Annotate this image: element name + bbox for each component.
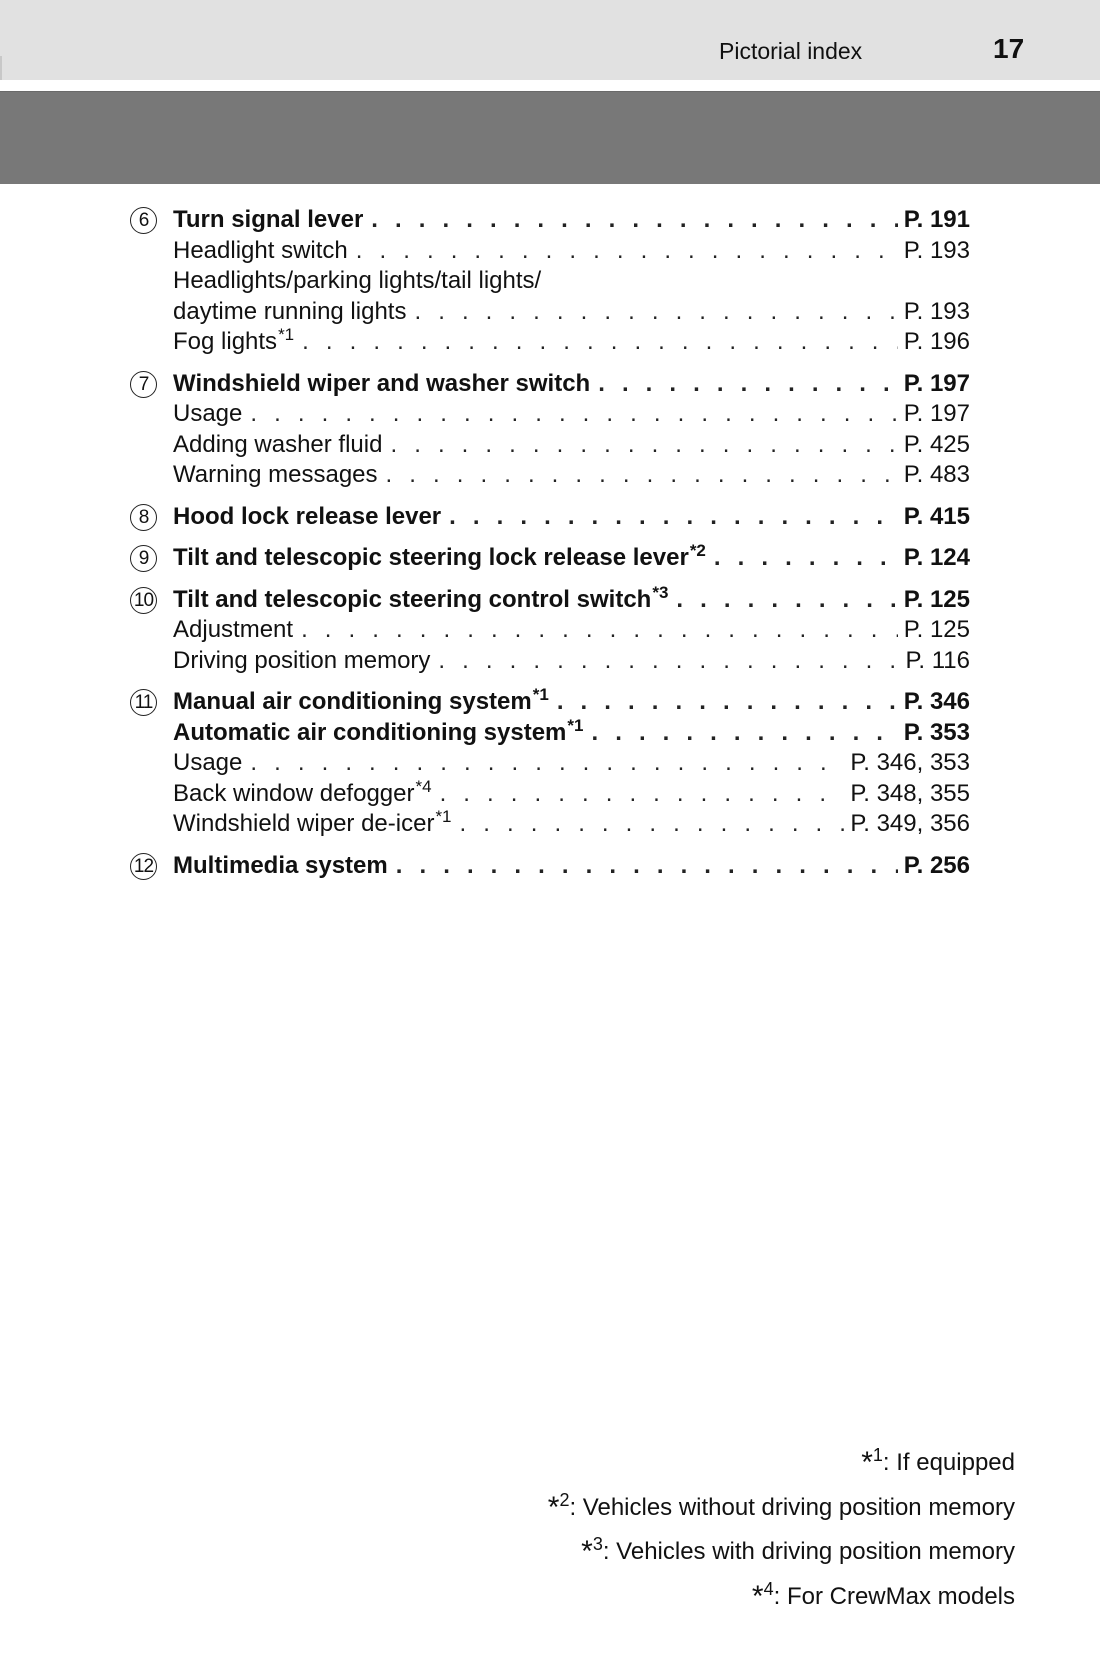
index-group-6 bbox=[130, 205, 970, 358]
section-band bbox=[0, 91, 1100, 184]
page-reference[interactable]: P. 348, 355 bbox=[850, 779, 970, 807]
index-entry[interactable] bbox=[130, 369, 970, 400]
page-reference[interactable]: P. 349, 356 bbox=[850, 810, 970, 837]
footnote-1: *$^1$: If equipped bbox=[861, 1445, 1015, 1479]
circled-number-marker: 6 bbox=[130, 207, 157, 234]
entry-label: Warning messages bbox=[173, 461, 378, 488]
dot-leader bbox=[460, 809, 845, 840]
circled-number-marker: 11 bbox=[130, 689, 157, 716]
dot-leader bbox=[414, 297, 897, 328]
index-group-8 bbox=[130, 502, 970, 533]
dot-leader bbox=[250, 748, 844, 779]
dot-leader bbox=[557, 687, 898, 718]
dot-leader bbox=[440, 779, 845, 810]
footnotes bbox=[548, 1437, 1015, 1615]
asterisk-mark: * bbox=[547, 1490, 560, 1524]
dot-leader bbox=[598, 369, 898, 400]
page-reference[interactable]: P. 193 bbox=[903, 236, 970, 264]
page-reference[interactable]: P. 425 bbox=[903, 430, 970, 458]
page-reference[interactable]: P. 197 bbox=[903, 400, 970, 427]
index-entry[interactable] bbox=[130, 205, 970, 236]
index-entry[interactable] bbox=[130, 851, 970, 882]
footnote-3: *$^3$: Vehicles with driving position memory bbox=[581, 1534, 1015, 1568]
page-reference[interactable]: P. 346 bbox=[903, 688, 970, 715]
index-entry[interactable] bbox=[130, 748, 970, 779]
footnote-4: *$^4$: For CrewMax models bbox=[751, 1578, 1015, 1613]
circled-number-marker: 8 bbox=[130, 504, 157, 531]
dot-leader bbox=[250, 399, 897, 430]
circled-number-marker: 9 bbox=[130, 545, 157, 572]
page-reference[interactable]: P. 196 bbox=[903, 328, 970, 355]
dot-leader bbox=[676, 585, 897, 616]
entry-label: Usage bbox=[173, 749, 243, 776]
page-reference[interactable]: P. 256 bbox=[903, 851, 970, 879]
page-reference[interactable]: P. 116 bbox=[905, 646, 970, 674]
page-reference[interactable]: P. 346, 353 bbox=[850, 749, 970, 776]
entry-label: Multimedia system bbox=[173, 851, 388, 879]
page-reference[interactable]: P. 193 bbox=[903, 297, 970, 325]
entry-label: Fog lights$^{*1}$ bbox=[173, 325, 295, 355]
index-entry[interactable] bbox=[130, 327, 970, 358]
index-group-7 bbox=[130, 369, 970, 491]
page-reference[interactable]: P. 124 bbox=[903, 544, 970, 571]
dot-leader bbox=[356, 236, 898, 267]
index-entry[interactable] bbox=[130, 582, 970, 616]
header-edge-mark bbox=[0, 56, 2, 80]
dot-leader bbox=[386, 460, 898, 491]
entry-label: Manual air conditioning system$^{*1}$ bbox=[173, 685, 549, 715]
entry-label: Windshield wiper and washer switch bbox=[173, 369, 591, 397]
dot-leader bbox=[396, 851, 898, 882]
entry-label: Hood lock release lever bbox=[173, 502, 442, 530]
entry-label: daytime running lights bbox=[173, 297, 407, 325]
dot-leader bbox=[301, 615, 898, 646]
entry-label: Tilt and telescopic steering lock release lever$^{*2}$ bbox=[173, 541, 706, 571]
index-entry-continuation bbox=[130, 266, 970, 297]
index-entry[interactable] bbox=[130, 615, 970, 646]
entry-label: Adjustment bbox=[173, 616, 294, 643]
footnote-ref: *1 bbox=[567, 715, 584, 735]
dot-leader bbox=[591, 718, 897, 749]
index-entry[interactable] bbox=[130, 430, 970, 461]
circled-number-marker: 7 bbox=[130, 371, 157, 398]
dot-leader bbox=[714, 543, 898, 574]
footnote-2: *$^2$: Vehicles without driving position memory bbox=[547, 1489, 1015, 1524]
index-entry[interactable] bbox=[130, 297, 970, 328]
dot-leader bbox=[371, 205, 897, 236]
dot-leader bbox=[302, 327, 898, 358]
asterisk-mark: * bbox=[861, 1446, 873, 1479]
entry-label: Automatic air conditioning system$^{*1}$ bbox=[173, 715, 584, 746]
index-entry[interactable] bbox=[130, 502, 970, 533]
footnote-ref: *1 bbox=[532, 685, 549, 704]
index-entry[interactable] bbox=[130, 809, 970, 840]
page-reference[interactable]: P. 197 bbox=[903, 369, 970, 397]
page-reference[interactable]: P. 191 bbox=[903, 206, 970, 233]
dot-leader bbox=[390, 430, 897, 461]
circled-number-marker: 12 bbox=[130, 853, 157, 880]
index-entry[interactable] bbox=[130, 687, 970, 718]
footnote-ref: *1 bbox=[278, 325, 295, 344]
footnote-ref: *4 bbox=[415, 776, 432, 796]
index-group-11 bbox=[130, 687, 970, 840]
footnote-ref: *3 bbox=[652, 582, 669, 602]
entry-label: Driving position memory bbox=[173, 646, 431, 674]
entry-label: Adding washer fluid bbox=[173, 430, 383, 458]
header-band bbox=[0, 0, 1100, 80]
circled-number-marker: 10 bbox=[130, 587, 157, 614]
page-reference[interactable]: P. 483 bbox=[903, 461, 970, 488]
index-entry[interactable] bbox=[130, 715, 970, 749]
page-reference[interactable]: P. 353 bbox=[903, 718, 970, 746]
entry-label: Usage bbox=[173, 400, 243, 427]
footnote-ref: *1 bbox=[435, 807, 452, 826]
index-entry[interactable] bbox=[130, 399, 970, 430]
index-group-10 bbox=[130, 582, 970, 677]
page-number: 17 bbox=[993, 33, 1025, 64]
index-entry[interactable] bbox=[130, 460, 970, 491]
page-reference[interactable]: P. 415 bbox=[903, 502, 970, 530]
dot-leader bbox=[438, 646, 899, 677]
section-title: Pictorial index bbox=[719, 38, 863, 64]
index-group-12 bbox=[130, 851, 970, 882]
asterisk-mark: * bbox=[751, 1579, 764, 1613]
entry-label: Windshield wiper de-icer$^{*1}$ bbox=[173, 807, 452, 837]
entry-label: Headlights/parking lights/tail lights/ bbox=[173, 267, 542, 294]
page-reference[interactable]: P. 125 bbox=[903, 585, 970, 613]
footnote-ref: *2 bbox=[689, 541, 706, 560]
index-entry[interactable] bbox=[130, 776, 970, 810]
index-entry[interactable] bbox=[130, 646, 970, 677]
asterisk-mark: * bbox=[581, 1535, 593, 1568]
index-entry[interactable] bbox=[130, 543, 970, 574]
entry-label: Tilt and telescopic steering control switch$^{*3}$ bbox=[173, 582, 669, 613]
entry-label: Back window defogger$^{*4}$ bbox=[173, 776, 432, 807]
index-entries bbox=[130, 205, 970, 881]
entry-label: Turn signal lever bbox=[173, 206, 364, 233]
page-reference[interactable]: P. 125 bbox=[903, 616, 970, 643]
index-group-9 bbox=[130, 543, 970, 574]
index-entry[interactable] bbox=[130, 236, 970, 267]
dot-leader bbox=[449, 502, 898, 533]
entry-label: Headlight switch bbox=[173, 236, 348, 264]
